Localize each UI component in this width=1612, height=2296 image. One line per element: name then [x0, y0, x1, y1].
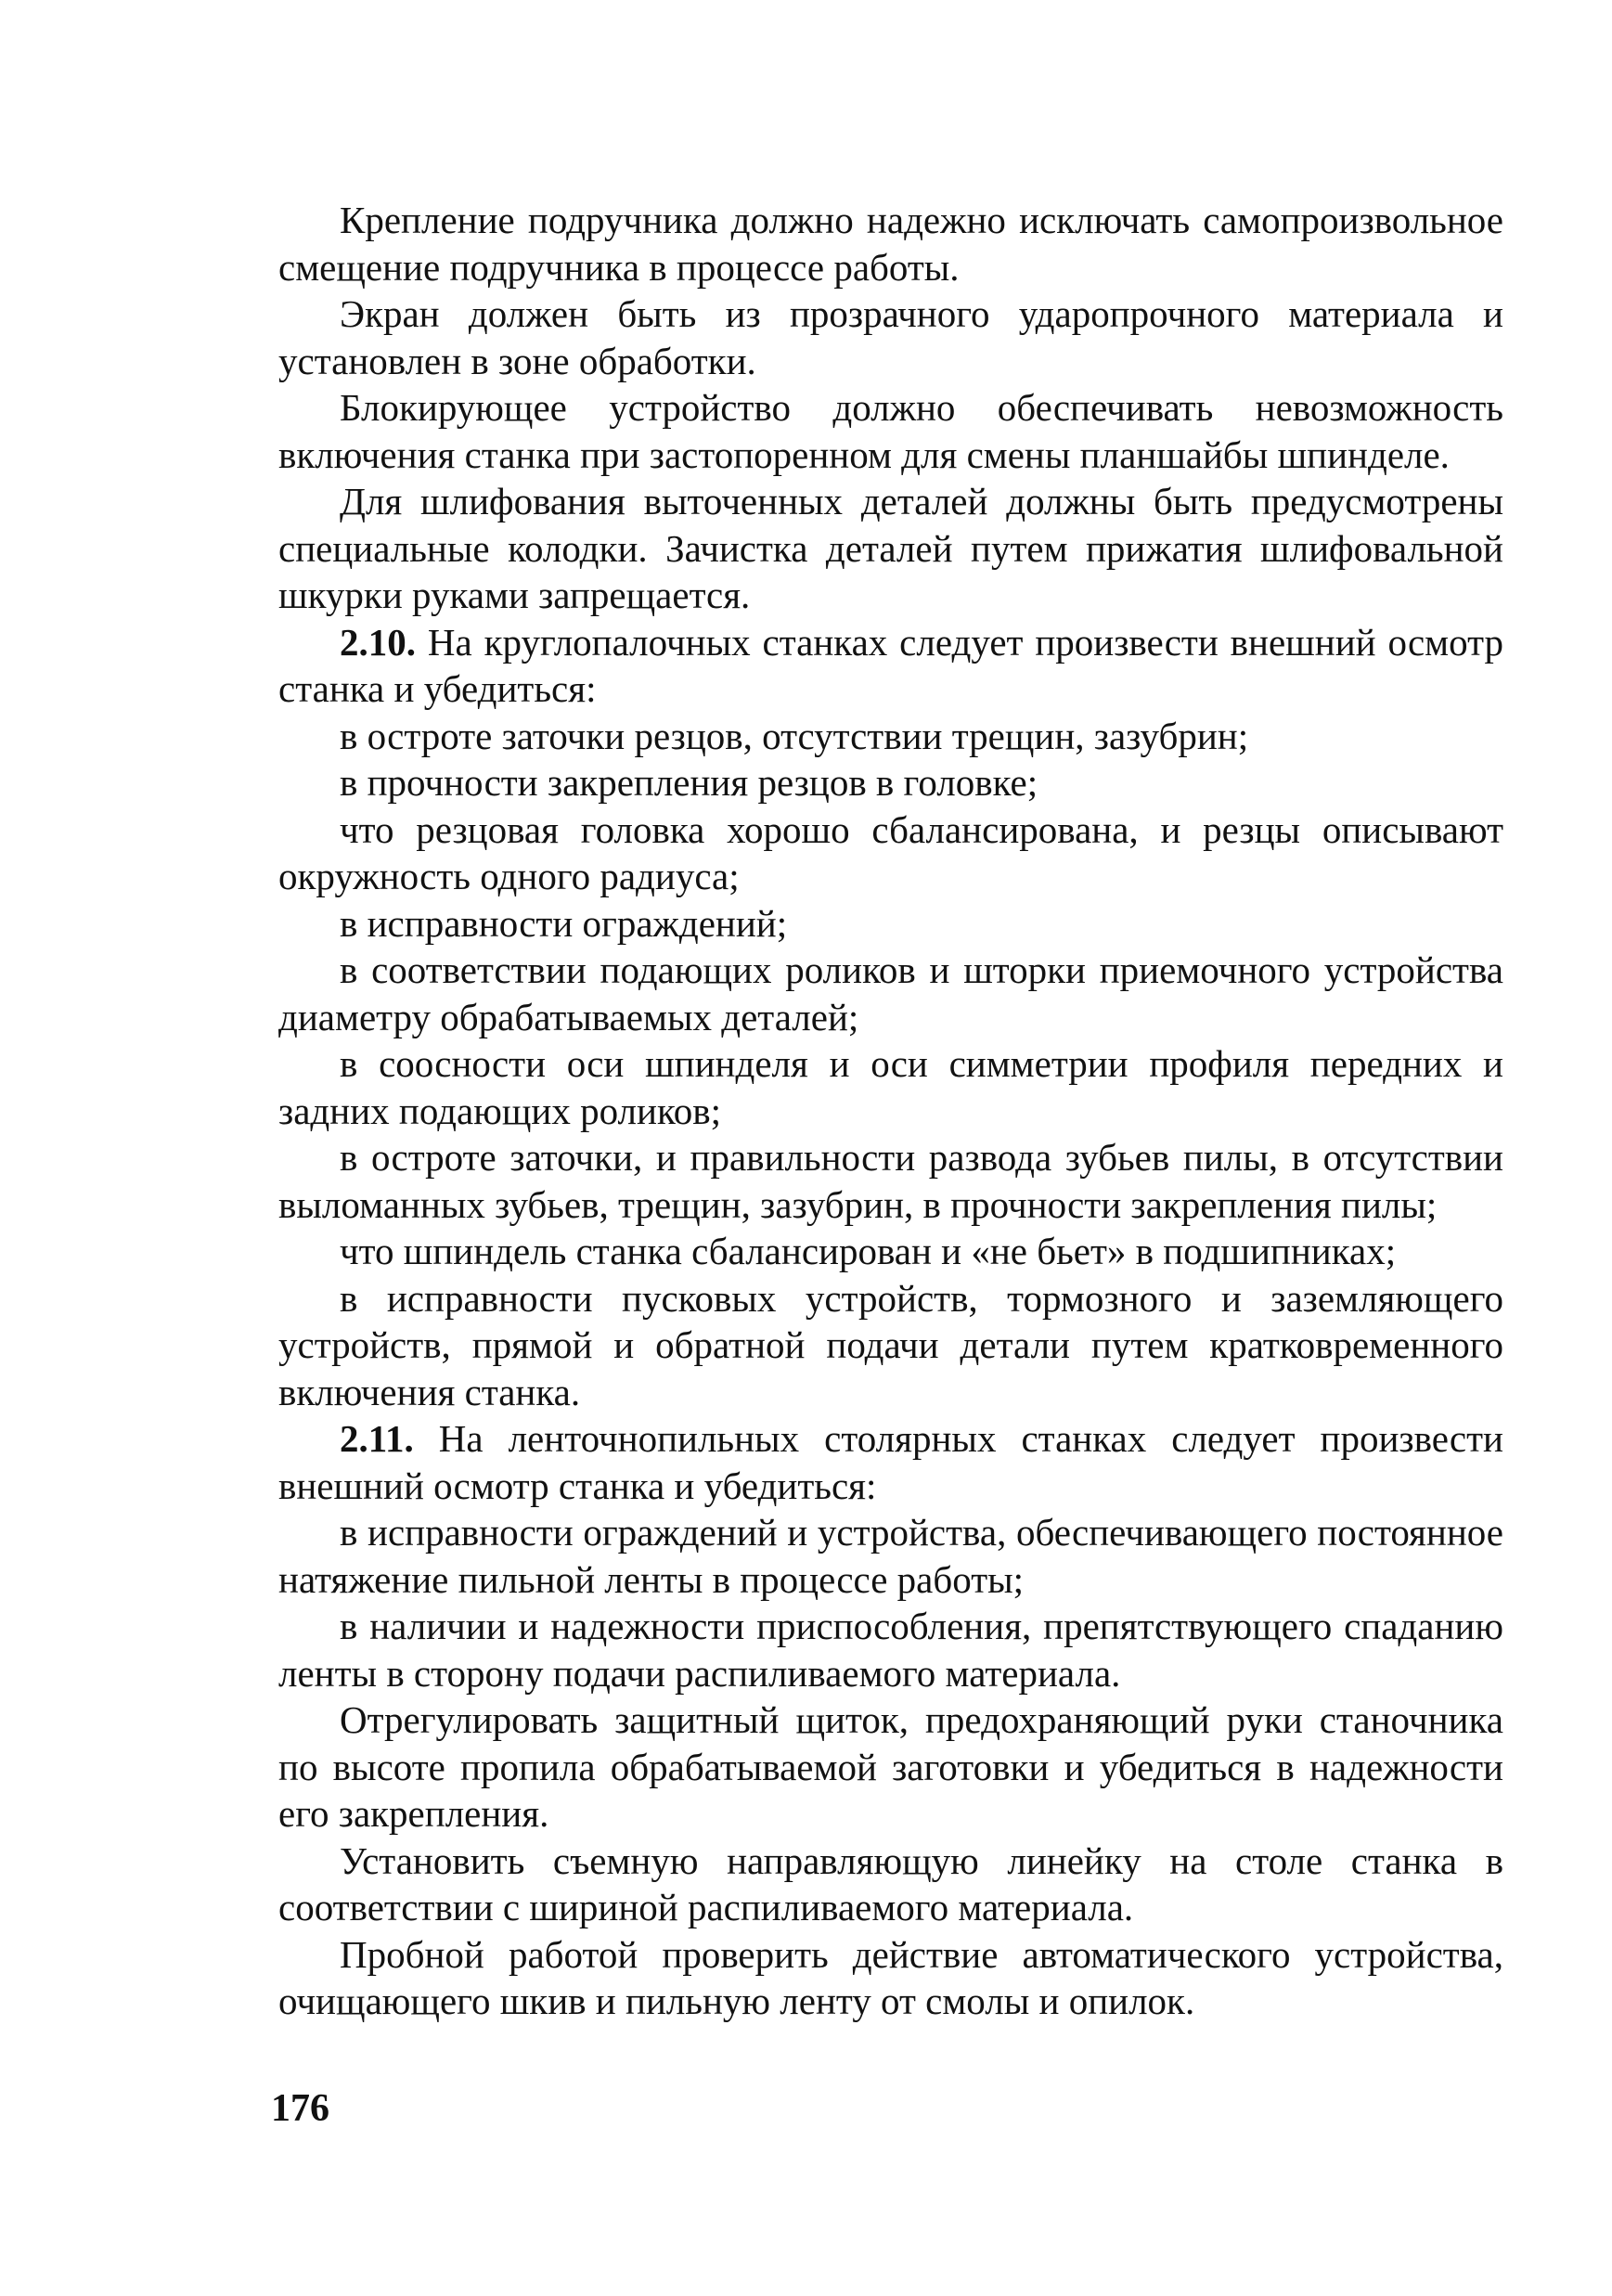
clause-number: 2.10. [340, 620, 416, 664]
list-paragraph: в исправности ограждений; [340, 901, 788, 945]
clause-paragraph: 2.10. На круглопалочных станках следует произвести внешний осмотр станка и убедиться: [278, 620, 1503, 710]
clause-paragraph: 2.11. На ленточнопильных столярных станках следует произвести внешний осмотр станка и убедиться: [278, 1417, 1503, 1507]
body-text [278, 197, 1503, 2025]
paragraph: Блокирующее устройство должно обеспечивать невозможность включения станка при застопоренном для смены планшайбы шпинделе. [278, 386, 1503, 476]
list-paragraph: в остроте заточки, и правильности развода зубьев пилы, в отсутствии выломанных зубьев, трещин, зазубрин, в прочности закрепления пилы; [278, 1136, 1503, 1226]
paragraph: Отрегулировать защитный щиток, предохраняющий руки станочника по высоте пропила обрабатываемой заготовки и убедиться в надежности его закрепления. [278, 1698, 1503, 1835]
paragraph: Установить съемную направляющую линейку на столе станка в соответствии с шириной распиливаемого материала. [278, 1838, 1503, 1928]
page-number: 176 [271, 2087, 329, 2130]
list-paragraph: что резцовая головка хорошо сбалансирована, и резцы описывают окружность одного радиуса; [278, 807, 1503, 897]
list-paragraph: что шпиндель станка сбалансирован и «не бьет» в подшипниках; [340, 1230, 1397, 1272]
list-paragraph: в соосности оси шпинделя и оси симметрии профиля передних и задних подающих роликов; [278, 1042, 1503, 1132]
list-paragraph: в исправности ограждений и устройства, обеспечивающего постоянное натяжение пильной ленты в процессе работы; [278, 1511, 1503, 1601]
list-paragraph: в соответствии подающих роликов и шторки приемочного устройства диаметру обрабатываемых деталей; [278, 948, 1503, 1038]
paragraph: Экран должен быть из прозрачного ударопрочного материала и установлен в зоне обработки. [278, 292, 1503, 382]
paragraph: Пробной работой проверить действие автоматического устройства, очищающего шкив и пильную ленту от смолы и опилок. [278, 1932, 1503, 2022]
list-paragraph: в наличии и надежности приспособления, препятствующего спаданию ленты в сторону подачи распиливаемого материала. [278, 1605, 1503, 1695]
list-paragraph: в прочности закрепления резцов в головке; [340, 761, 1038, 804]
paragraph: Для шлифования выточенных деталей должны быть предусмотрены специальные колодки. Зачистка деталей путем прижатия шлифовальной шкурки руками запрещается. [278, 480, 1503, 616]
paragraph: Крепление подручника должно надежно исключать самопроизвольное смещение подручника в процессе работы. [278, 199, 1503, 289]
clause-number: 2.11. [340, 1417, 414, 1460]
list-paragraph: в остроте заточки резцов, отсутствии трещин, зазубрин; [340, 714, 1249, 757]
list-paragraph: в исправности пусковых устройств, тормозного и заземляющего устройств, прямой и обратной подачи детали путем кратковременного включения станка. [278, 1276, 1503, 1413]
